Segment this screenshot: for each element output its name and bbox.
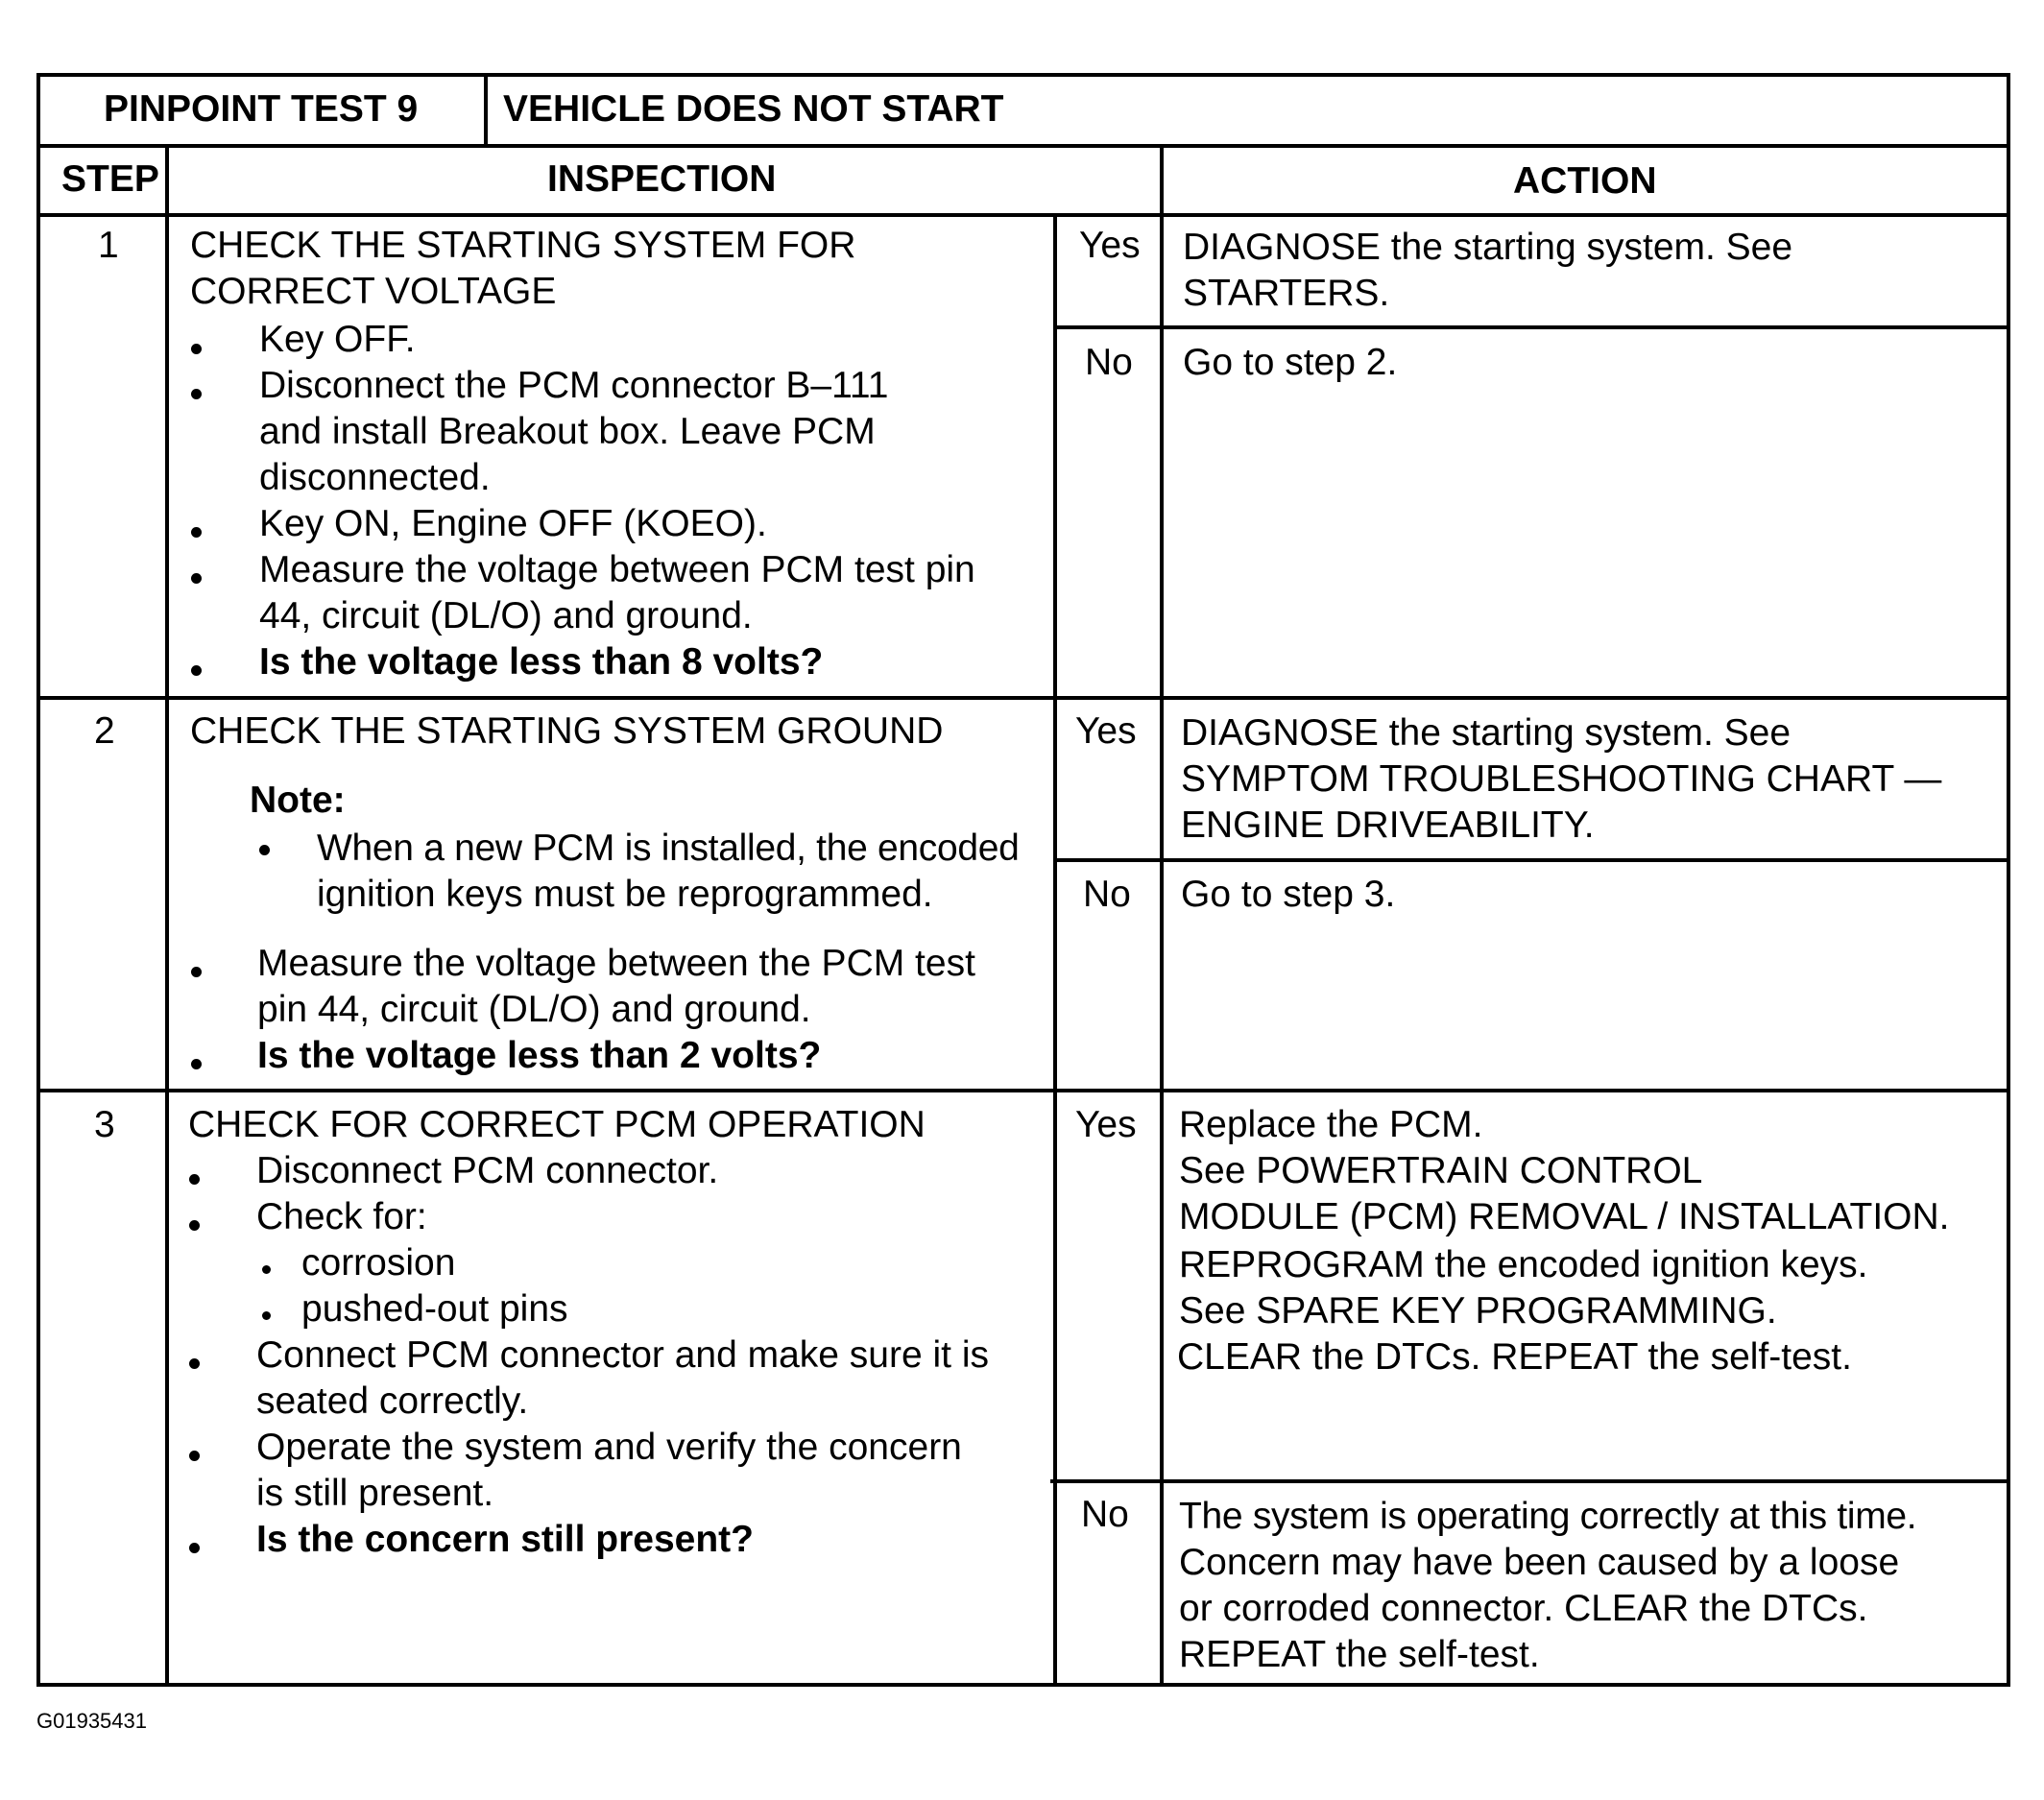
yes-label: Yes bbox=[1075, 1104, 1137, 1145]
step-title-line: CORRECT VOLTAGE bbox=[190, 271, 557, 312]
bullet-dot bbox=[189, 1174, 200, 1185]
step-number: 2 bbox=[94, 710, 115, 752]
step-column-divider bbox=[165, 144, 169, 1687]
step3-yes-no-divider bbox=[1050, 1479, 2010, 1483]
bullet-dot bbox=[191, 1059, 202, 1069]
step2-yes-no-divider bbox=[1053, 858, 2010, 862]
yes-action-line: See SPARE KEY PROGRAMMING. bbox=[1179, 1290, 1777, 1332]
step-number: 3 bbox=[94, 1104, 115, 1145]
bullet-dot bbox=[189, 1543, 200, 1553]
yes-action-line: Replace the PCM. bbox=[1179, 1104, 1483, 1145]
bullet-dot bbox=[259, 845, 270, 855]
yes-action-line: ENGINE DRIVEABILITY. bbox=[1181, 804, 1595, 846]
no-action-line: Go to step 2. bbox=[1183, 342, 1398, 383]
table-border-right bbox=[2007, 73, 2010, 1687]
action-column-divider-header bbox=[1160, 144, 1164, 215]
column-header-divider bbox=[36, 213, 2010, 217]
step-bullet-text: Measure the voltage between PCM test pin bbox=[259, 549, 975, 590]
figure-id: G01935431 bbox=[36, 1709, 147, 1733]
pinpoint-test-label: PINPOINT TEST 9 bbox=[104, 88, 419, 130]
step2-bottom-border bbox=[36, 1089, 2010, 1092]
no-label: No bbox=[1081, 1494, 1129, 1535]
sub-bullet-dot bbox=[262, 1311, 271, 1320]
yes-action-line: SYMPTOM TROUBLESHOOTING CHART — bbox=[1181, 758, 1942, 800]
step-bullet-text: and install Breakout box. Leave PCM bbox=[259, 411, 876, 452]
step-bullet-text: Operate the system and verify the concern bbox=[256, 1427, 962, 1468]
step-question: Is the concern still present? bbox=[256, 1519, 754, 1560]
step-number: 1 bbox=[98, 225, 119, 266]
note-text: ignition keys must be reprogrammed. bbox=[317, 874, 933, 915]
step-bullet-text: Disconnect PCM connector. bbox=[256, 1150, 719, 1191]
action-column-divider bbox=[1160, 213, 1164, 1687]
note-text: When a new PCM is installed, the encoded bbox=[317, 828, 1020, 869]
yes-action-line: REPROGRAM the encoded ignition keys. bbox=[1179, 1244, 1868, 1285]
bullet-dot bbox=[189, 1451, 200, 1461]
no-label: No bbox=[1083, 874, 1131, 915]
step-title-line: CHECK THE STARTING SYSTEM FOR bbox=[190, 225, 856, 266]
no-action-line: or corroded connector. CLEAR the DTCs. bbox=[1179, 1588, 1868, 1629]
bullet-dot bbox=[191, 344, 202, 354]
step1-yes-no-divider bbox=[1053, 325, 2010, 329]
step-bullet-text: Disconnect the PCM connector B–111 bbox=[259, 365, 889, 406]
header-title-divider bbox=[484, 73, 488, 146]
step-bullet-text: Key OFF. bbox=[259, 319, 416, 360]
step-bullet-text: disconnected. bbox=[259, 457, 491, 498]
no-label: No bbox=[1085, 342, 1133, 383]
note-label: Note: bbox=[250, 780, 346, 821]
no-action-line: REPEAT the self-test. bbox=[1179, 1634, 1540, 1675]
step-title-line: CHECK THE STARTING SYSTEM GROUND bbox=[190, 710, 944, 752]
step-question: Is the voltage less than 8 volts? bbox=[259, 641, 824, 683]
step-bullet-text: Measure the voltage between the PCM test bbox=[257, 943, 975, 984]
sub-bullet-text: corrosion bbox=[301, 1242, 456, 1284]
bullet-dot bbox=[191, 527, 202, 538]
step1-bottom-border bbox=[36, 696, 2010, 700]
no-action-line: The system is operating correctly at this time. bbox=[1179, 1496, 1917, 1537]
step-bullet-text: Check for: bbox=[256, 1196, 427, 1237]
step-bullet-text: seated correctly. bbox=[256, 1380, 529, 1422]
yes-action-line: DIAGNOSE the starting system. See bbox=[1183, 227, 1793, 268]
table-border-bottom bbox=[36, 1683, 2010, 1687]
step-question: Is the voltage less than 2 volts? bbox=[257, 1035, 822, 1076]
pinpoint-test-title: VEHICLE DOES NOT START bbox=[503, 88, 1004, 130]
yes-action-line: See POWERTRAIN CONTROL bbox=[1179, 1150, 1703, 1191]
bullet-dot bbox=[189, 1358, 200, 1369]
column-header-action: ACTION bbox=[1513, 160, 1657, 202]
step-title-line: CHECK FOR CORRECT PCM OPERATION bbox=[188, 1104, 926, 1145]
yes-action-line: CLEAR the DTCs. REPEAT the self-test. bbox=[1177, 1336, 1852, 1378]
step-bullet-text: 44, circuit (DL/O) and ground. bbox=[259, 595, 753, 636]
step-bullet-text: pin 44, circuit (DL/O) and ground. bbox=[257, 989, 811, 1030]
bullet-dot bbox=[191, 389, 202, 399]
sub-bullet-dot bbox=[262, 1265, 271, 1274]
yes-action-line: MODULE (PCM) REMOVAL / INSTALLATION. bbox=[1179, 1196, 1950, 1237]
header-divider bbox=[36, 144, 2010, 148]
yes-action-line: STARTERS. bbox=[1183, 273, 1390, 314]
bullet-dot bbox=[191, 967, 202, 977]
step-bullet-text: is still present. bbox=[256, 1473, 494, 1514]
yes-action-line: DIAGNOSE the starting system. See bbox=[1181, 712, 1792, 754]
step-bullet-text: Connect PCM connector and make sure it is bbox=[256, 1334, 990, 1376]
table-border-left bbox=[36, 73, 40, 1687]
step-bullet-text: Key ON, Engine OFF (KOEO). bbox=[259, 503, 767, 544]
bullet-dot bbox=[191, 573, 202, 584]
sub-bullet-text: pushed-out pins bbox=[301, 1288, 568, 1330]
no-action-line: Go to step 3. bbox=[1181, 874, 1396, 915]
bullet-dot bbox=[191, 665, 202, 676]
column-header-step: STEP bbox=[61, 158, 159, 200]
yesno-column-left-divider bbox=[1053, 213, 1057, 1687]
bullet-dot bbox=[189, 1220, 200, 1231]
yes-label: Yes bbox=[1079, 225, 1141, 266]
no-action-line: Concern may have been caused by a loose bbox=[1179, 1542, 1900, 1583]
table-border-top bbox=[36, 73, 2010, 77]
column-header-inspection: INSPECTION bbox=[547, 158, 777, 200]
yes-label: Yes bbox=[1075, 710, 1137, 752]
